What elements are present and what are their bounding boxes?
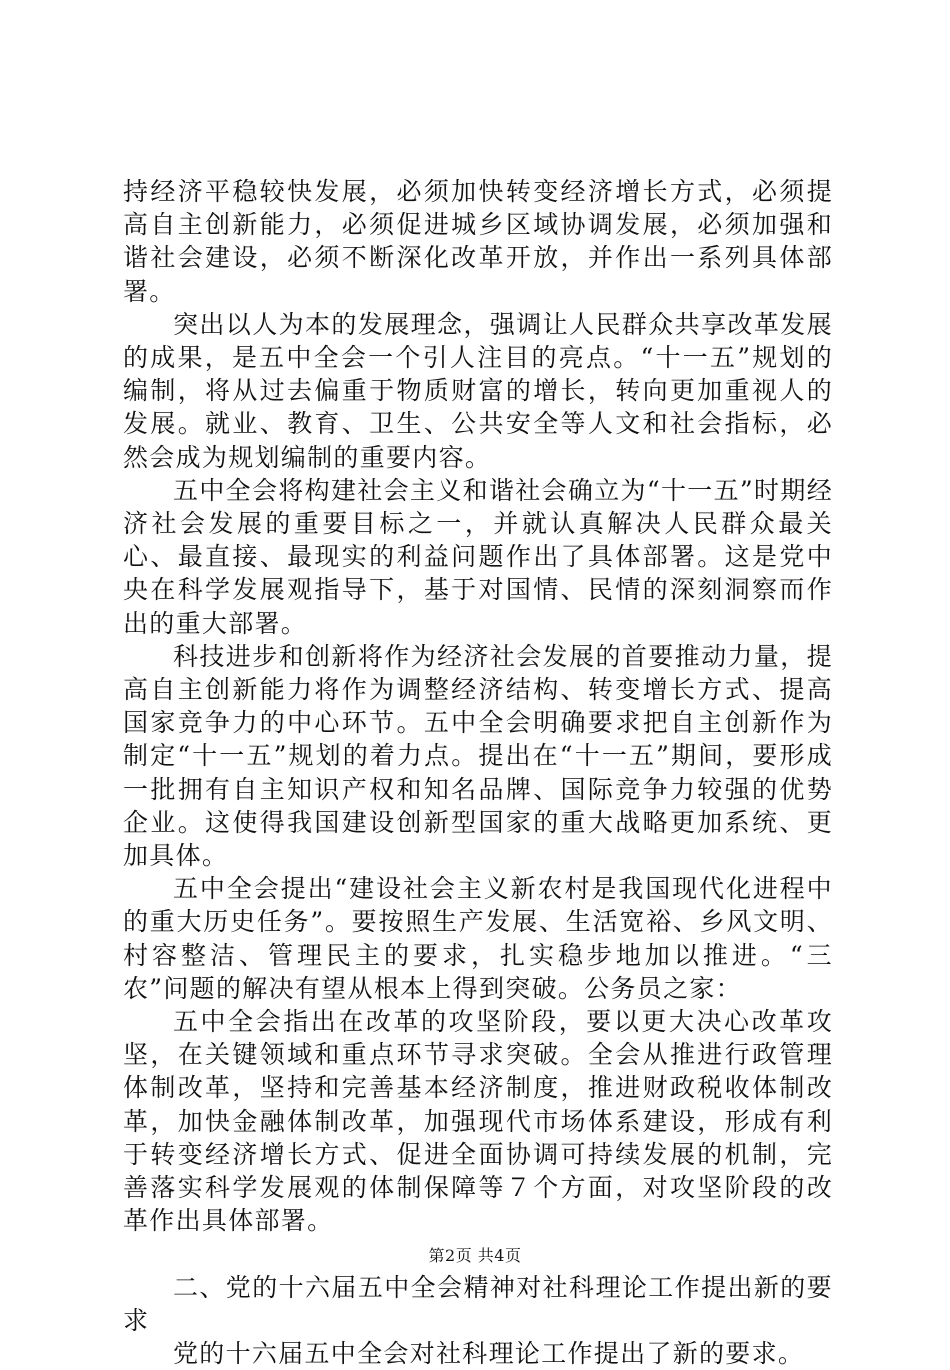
paragraph-innovation: 科技进步和创新将作为经济社会发展的首要推动力量，提高自主创新能力将作为调整经济结构、转变增长方式、提高国家竞争力的中心环节。五中全会明确要求把自主创新作为制定“十一五”规划的着力点。提出在“十一五”期间，要形成一批拥有自主知识产权和知名品牌、国际竞争力较强的优势企业。这使得我国建设创新型国家的重大战略更加系统、更加具体。 [123, 641, 833, 871]
document-body [123, 175, 833, 1370]
section-heading: 二、党的十六届五中全会精神对社科理论工作提出新的要求 [123, 1272, 833, 1335]
paragraph-reform: 五中全会指出在改革的攻坚阶段，要以更大决心改革攻坚，在关键领域和重点环节寻求突破。全会从推进行政管理体制改革，坚持和完善基本经济制度，推进财政税收体制改革，加快金融体制改革，加强现代市场体系建设，形成有利于转变经济增长方式、促进全面协调可持续发展的机制，完善落实科学发展观的体制保障等７个方面，对攻坚阶段的改革作出具体部署。 [123, 1007, 833, 1236]
paragraph-people-oriented: 突出以人为本的发展理念，强调让人民群众共享改革发展的成果，是五中全会一个引人注目的亮点。“十一五”规划的编制，将从过去偏重于物质财富的增长，转向更加重视人的发展。就业、教育、卫生、公共安全等人文和社会指标，必然会成为规划编制的重要内容。 [123, 309, 833, 472]
paragraph-new-countryside: 五中全会提出“建设社会主义新农村是我国现代化进程中的重大历史任务”。要按照生产发展、生活宽裕、乡风文明、村容整洁、管理民主的要求，扎实稳步地加以推进。“三农”问题的解决有望从根本上得到突破。公务员之家： [123, 874, 833, 1003]
page-number-footer: 第2页 共4页 [428, 1246, 522, 1265]
paragraph-continued: 持经济平稳较快发展，必须加快转变经济增长方式，必须提高自主创新能力，必须促进城乡区域协调发展，必须加强和谐社会建设，必须不断深化改革开放，并作出一系列具体部署。 [123, 177, 833, 306]
paragraph-harmonious-society: 五中全会将构建社会主义和谐社会确立为“十一五”时期经济社会发展的重要目标之一，并就认真解决人民群众最关心、最直接、最现实的利益问题作出了具体部署。这是党中央在科学发展观指导下，基于对国情、民情的深刻洞察而作出的重大部署。 [123, 475, 833, 638]
paragraph-section-intro: 党的十六届五中全会对社科理论工作提出了新的要求。 [173, 1338, 805, 1368]
